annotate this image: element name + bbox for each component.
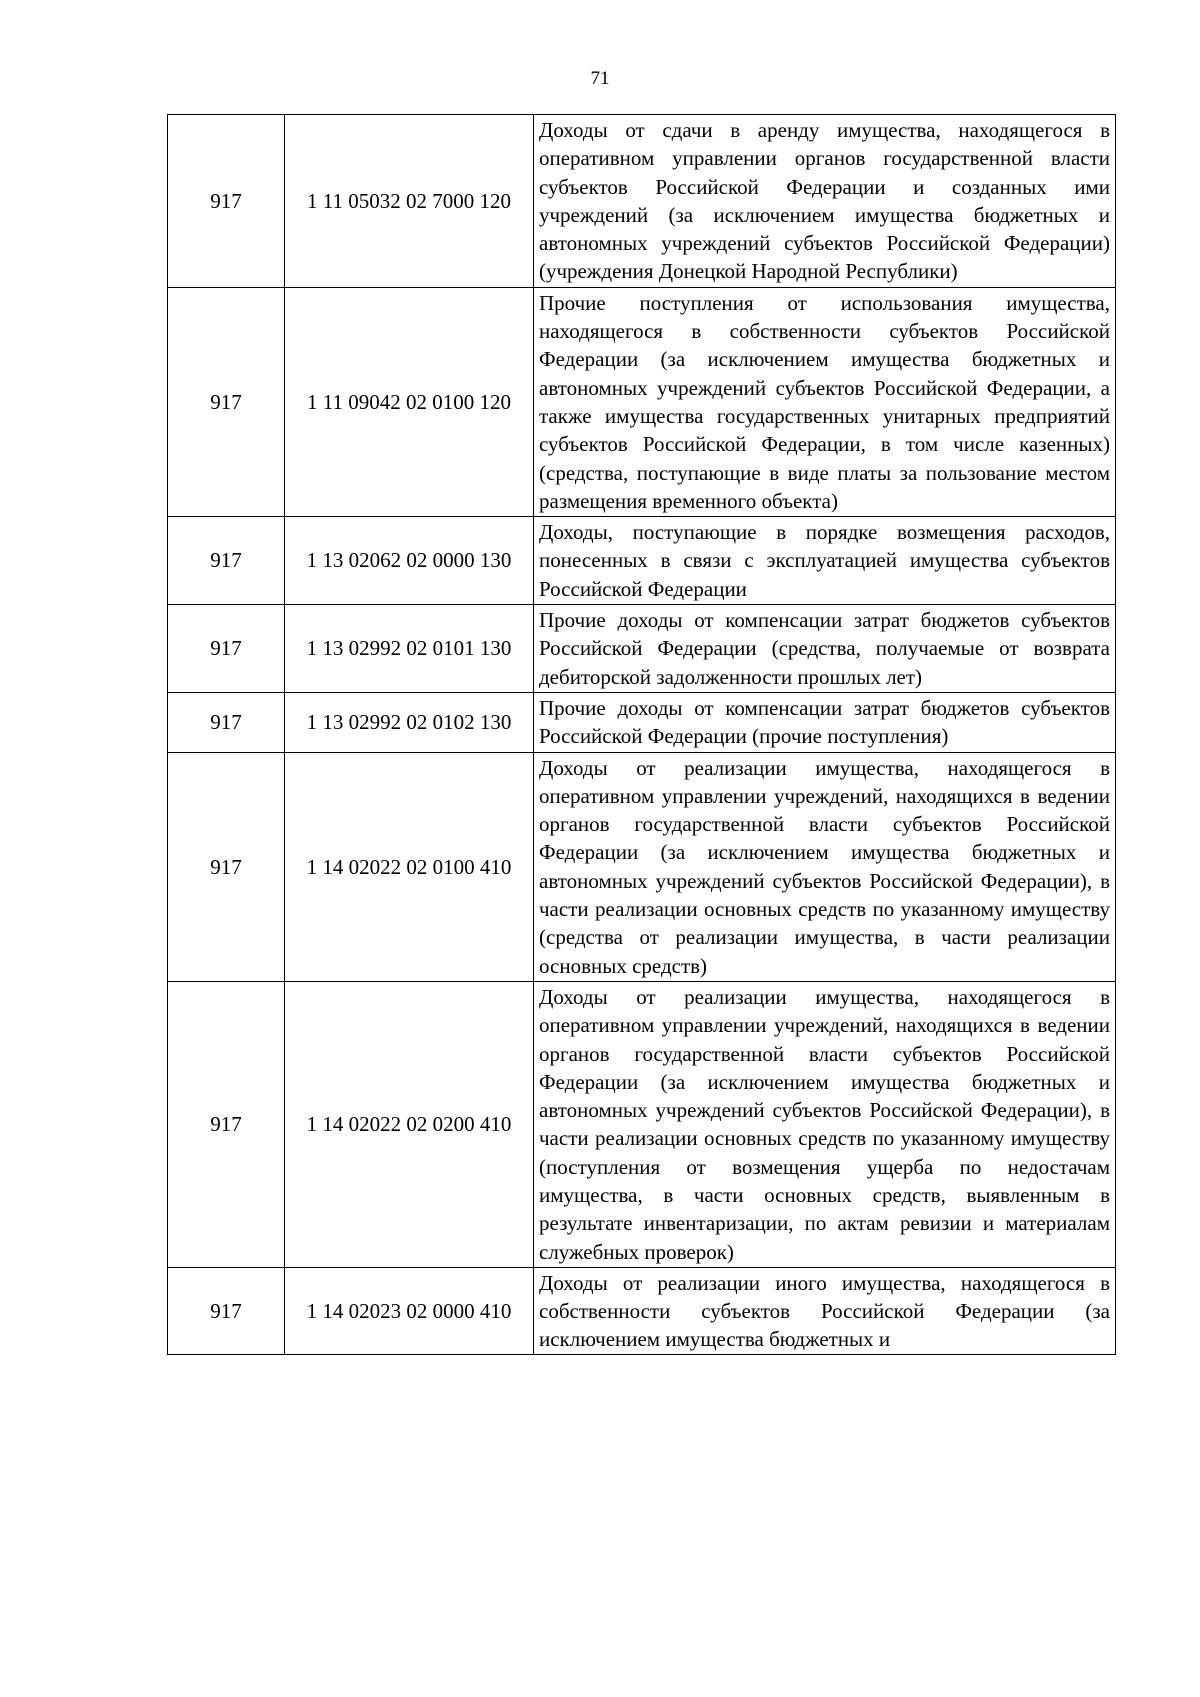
kbk-code-cell: 1 13 02992 02 0102 130: [285, 692, 534, 752]
page-number: 71: [590, 68, 610, 89]
admin-code-cell: 917: [168, 1267, 285, 1354]
description-cell: Доходы от реализации иного имущества, находящегося в собственности субъектов Российской Федерации (за исключением имущества бюджетных и: [534, 1267, 1116, 1354]
admin-code-cell: 917: [168, 692, 285, 752]
description-cell: Прочие доходы от компенсации затрат бюджетов субъектов Российской Федерации (прочие поступления): [534, 692, 1116, 752]
description-cell: Доходы от реализации имущества, находящегося в оперативном управлении учреждений, находящихся в ведении органов государственной власти субъектов Российской Федерации (за исключением имущества бюджетных и автономных учреждений субъектов Российской Федерации), в части реализации основных средств по указанному имуществу (средства от реализации имущества, в части реализации основных средств): [534, 752, 1116, 981]
description-cell: Доходы от сдачи в аренду имущества, находящегося в оперативном управлении органов государственной власти субъектов Российской Федерации и созданных ими учреждений (за исключением имущества бюджетных и автономных учреждений субъектов Российской Федерации) (учреждения Донецкой Народной Республики): [534, 115, 1116, 288]
table-row: [168, 605, 1116, 693]
table-row: [168, 287, 1116, 516]
kbk-code-cell: 1 13 02992 02 0101 130: [285, 605, 534, 693]
description-cell: Прочие доходы от компенсации затрат бюджетов субъектов Российской Федерации (средства, получаемые от возврата дебиторской задолженности прошлых лет): [534, 605, 1116, 693]
kbk-code-cell: 1 14 02022 02 0200 410: [285, 981, 534, 1267]
table-row: [168, 517, 1116, 605]
description-cell: Доходы, поступающие в порядке возмещения расходов, понесенных в связи с эксплуатацией имущества субъектов Российской Федерации: [534, 517, 1116, 605]
table-row: [168, 752, 1116, 981]
table-row: [168, 692, 1116, 752]
admin-code-cell: 917: [168, 605, 285, 693]
admin-code-cell: 917: [168, 981, 285, 1267]
admin-code-cell: 917: [168, 752, 285, 981]
kbk-code-cell: 1 14 02022 02 0100 410: [285, 752, 534, 981]
admin-code-cell: 917: [168, 517, 285, 605]
kbk-code-cell: 1 14 02023 02 0000 410: [285, 1267, 534, 1354]
revenue-codes-table: [167, 114, 1116, 1355]
kbk-code-cell: 1 11 09042 02 0100 120: [285, 287, 534, 516]
table-row: [168, 981, 1116, 1267]
description-cell: Прочие поступления от использования имущества, находящегося в собственности субъектов Российской Федерации (за исключением имущества бюджетных и автономных учреждений субъектов Российской Федерации, а также имущества государственных унитарных предприятий субъектов Российской Федерации, в том числе казенных) (средства, поступающие в виде платы за пользование местом размещения временного объекта): [534, 287, 1116, 516]
kbk-code-cell: 1 13 02062 02 0000 130: [285, 517, 534, 605]
admin-code-cell: 917: [168, 287, 285, 516]
kbk-code-cell: 1 11 05032 02 7000 120: [285, 115, 534, 288]
admin-code-cell: 917: [168, 115, 285, 288]
table-row: [168, 1267, 1116, 1354]
description-cell: Доходы от реализации имущества, находящегося в оперативном управлении учреждений, находящихся в ведении органов государственной власти субъектов Российской Федерации (за исключением имущества бюджетных и автономных учреждений субъектов Российской Федерации), в части реализации основных средств по указанному имуществу (поступления от возмещения ущерба по недостачам имущества, в части основных средств, выявленным в результате инвентаризации, по актам ревизии и материалам служебных проверок): [534, 981, 1116, 1267]
table-row: [168, 115, 1116, 288]
